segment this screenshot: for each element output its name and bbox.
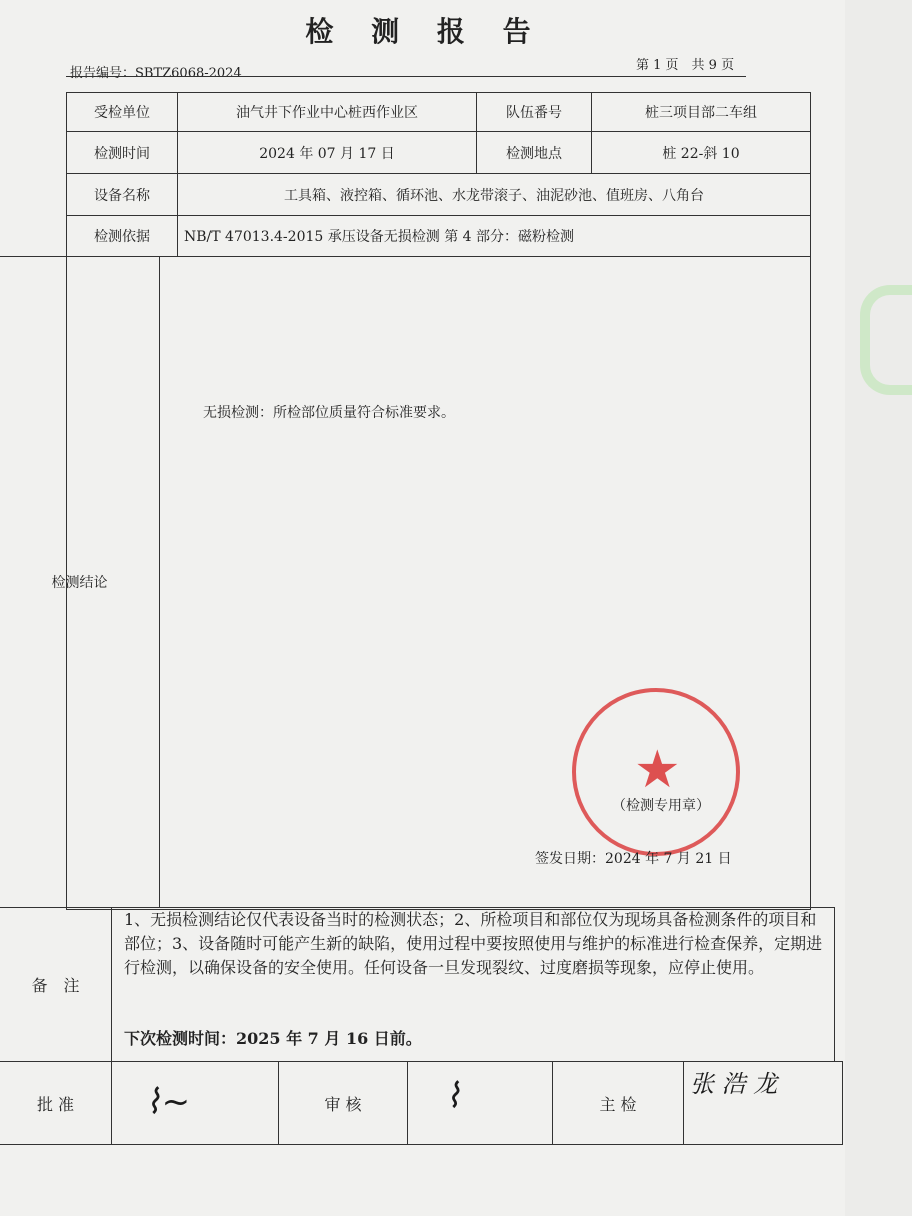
conclusion-label: 检测结论 <box>0 256 160 908</box>
time-value: 2024 年 07 月 17 日 <box>177 131 477 174</box>
report-title: 检 测 报 告 <box>305 15 545 48</box>
conclusion-text: 无损检测：所检部位质量符合标准要求。 <box>203 405 455 421</box>
stamp-caption: （检测专用章） <box>612 798 710 814</box>
green-mark-icon <box>860 285 912 395</box>
header-divider <box>66 76 746 77</box>
review-label: 审 核 <box>278 1061 408 1145</box>
approve-signature-cell <box>111 1061 279 1145</box>
time-label: 检测时间 <box>66 131 178 174</box>
unit-value: 油气井下作业中心桩西作业区 <box>177 92 477 132</box>
site-label: 检测地点 <box>476 131 592 174</box>
equipment-label: 设备名称 <box>66 173 178 216</box>
team-value: 桩三项目部二车组 <box>591 92 811 132</box>
basis-label: 检测依据 <box>66 215 178 257</box>
red-seal-star-icon: ★ <box>572 688 740 856</box>
next-inspection-date: 下次检测时间：2025 年 7 月 16 日前。 <box>124 1029 422 1048</box>
unit-label: 受检单位 <box>66 92 178 132</box>
reviewer-signature-icon: ⌇ <box>445 1076 462 1116</box>
basis-value: NB/T 47013.4-2015 承压设备无损检测 第 4 部分：磁粉检测 <box>177 215 811 257</box>
background-sheet <box>845 0 912 1216</box>
approver-signature-icon: ⌇~ <box>145 1082 191 1122</box>
approve-label: 批 准 <box>0 1061 112 1145</box>
remarks-text: 1、无损检测结论仅代表设备当时的检测状态；2、所检项目和部位仅为现场具备检测条件的项目和部位；3、设备随时可能产生新的缺陷，使用过程中要按照使用与维护的标准进行检查保养，定期进行检测，以确保设备的安全使用。任何设备一旦发现裂纹、过度磨损等现象，应停止使用。 <box>124 910 823 977</box>
inspector-signature: 张 浩 龙 <box>690 1070 778 1098</box>
page-number: 第 1 页 共 9 页 <box>636 58 735 73</box>
inspector-label: 主 检 <box>552 1061 684 1145</box>
remarks-label: 备 注 <box>0 907 112 1062</box>
report-number: 报告编号：SBTZ6068-2024 <box>70 66 242 81</box>
team-label: 队伍番号 <box>476 92 592 132</box>
review-signature-cell <box>407 1061 553 1145</box>
equipment-value: 工具箱、液控箱、循环池、水龙带滚子、油泥砂池、值班房、八角台 <box>177 173 811 216</box>
issue-date: 签发日期：2024 年 7 月 21 日 <box>535 851 732 867</box>
site-value: 桩 22-斜 10 <box>591 131 811 174</box>
